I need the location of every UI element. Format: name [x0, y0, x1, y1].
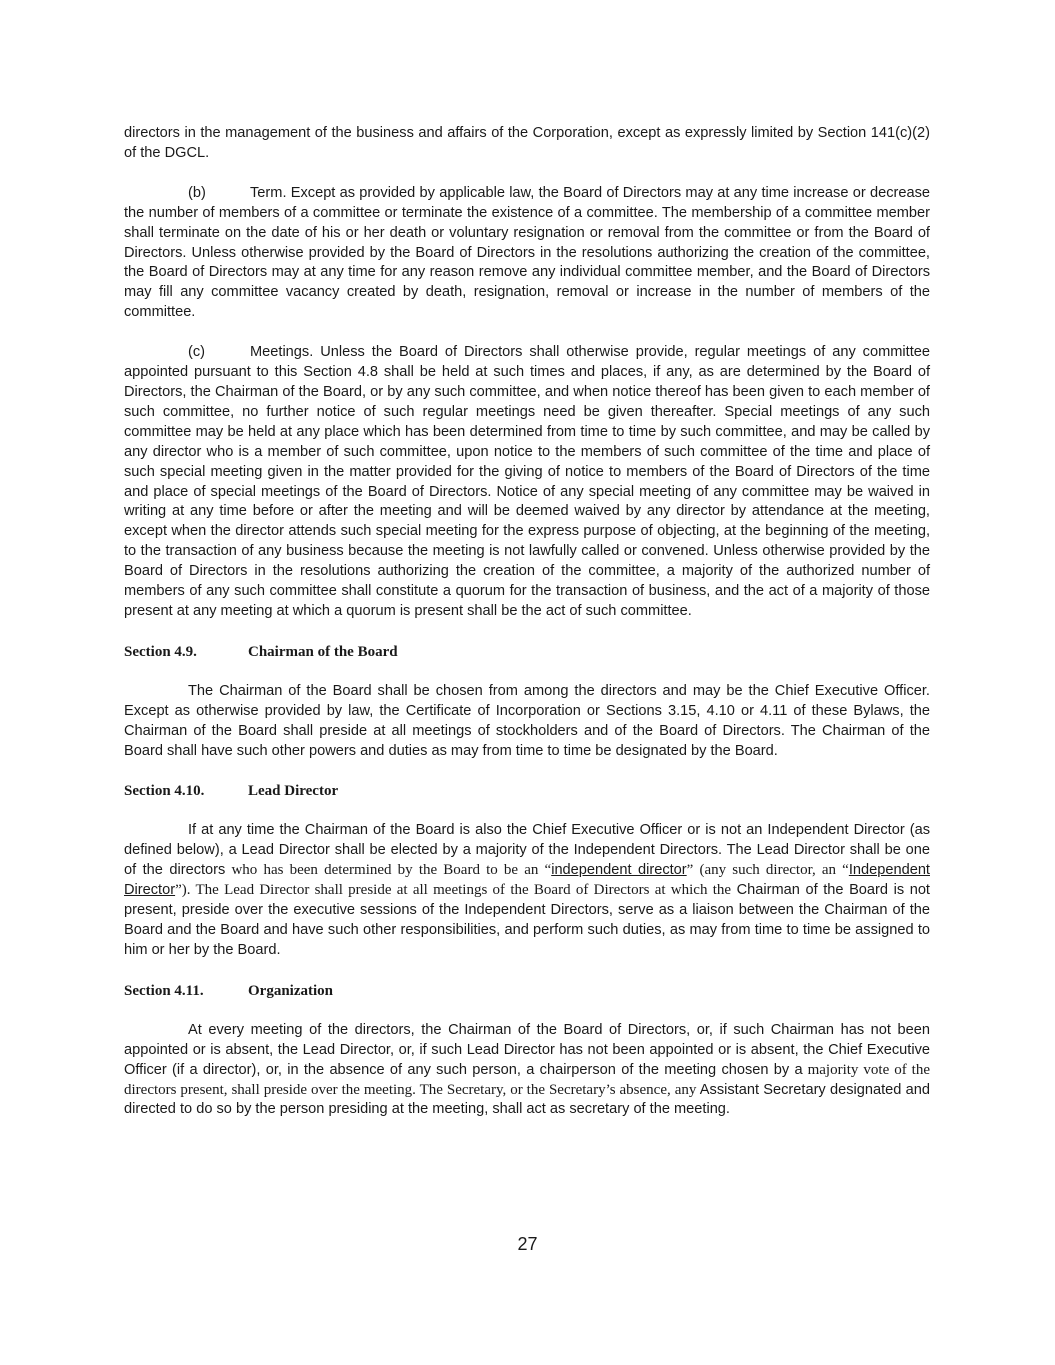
lead-director-text-4: ”). The Lead Director shall preside at all meetings of the Board of Directors at which the: [175, 882, 732, 899]
meetings-label: (c): [188, 344, 206, 361]
section-4-10-text: [124, 821, 930, 960]
section-4-10-heading: [124, 781, 930, 801]
lead-director-text-3: ” (any such director, an “: [686, 862, 849, 879]
lead-director-text-5: Chairman of the Board is not present, preside over the executive sessions of the Independent Directors, serve as a liaison between the Chairman of the Board and the Board and have such other responsibilities, and perform such duties, as may from time to time be assigned to him or her by the Board.: [124, 882, 930, 958]
section-4-9-title: Chairman of the Board: [248, 643, 398, 660]
section-4-9-number: Section 4.9.: [124, 643, 197, 660]
section-4-10-number: Section 4.10.: [124, 783, 205, 800]
section-4-11-text: [124, 1021, 930, 1121]
defined-term-independent-director: Independent Director: [124, 862, 930, 899]
organization-text-2: majority vote of the directors present, shall preside over the meeting. The Secretary, or the Secretary’s absence, any: [124, 1061, 931, 1098]
meetings-title: Meetings: [250, 344, 310, 361]
meetings-text: . Unless the Board of Directors shall otherwise provide, regular meetings of any committee appointed pursuant to this Section 4.8 shall be held at such times and places, if any, as are determined by the Board of Directors, the Chairman of the Board, or by any such committee, and when notice thereof has been given to each member of such committee, no further notice of such regular meetings need be given thereafter. Special meetings of any such committee may be held at any place which has been determined from time to time by such committee, and may be called by any director who is a member of such committee, upon notice to the members of such committee of the time and place of such special meeting given in the matter provided for the giving of notice to members of the Board of Directors of the time and place of special meetings of the Board of Directors. Notice of any special meeting of any committee may be waived in writing at any time before or after the meeting and will be deemed waived by any director by attendance at the meeting, except when the director attends such special meeting for the express purpose of objecting, at the beginning of the meeting, to the transaction of any business because the meeting is not lawfully called or convened. Unless otherwise provided by the Board of Directors in the resolutions authorizing the creation of the committee, a majority of the authorized number of members of any such committee shall constitute a quorum for the transaction of business, and the act of a majority of those present at any meeting at which a quorum is present shall be the act of such committee.: [124, 344, 930, 619]
intro-paragraph: directors in the management of the business and affairs of the Corporation, except as expressly limited by Section 141(c)(2) of the DGCL.: [124, 125, 930, 161]
term-label: (b): [188, 184, 206, 201]
organization-text-1: At every meeting of the directors, the Chairman of the Board of Directors, or, if such Chairman has not been appointed or is absent, the Lead Director, or, if such Lead Director has not been appointed or is absent, the Chief Executive Officer (if a director), or, in the absence of any such person, a chairperson of the meeting chosen by a: [124, 1021, 930, 1078]
section-4-11-title: Organization: [248, 982, 333, 999]
term-text: . Except as provided by applicable law, the Board of Directors may at any time increase or decrease the number of members of a committee or terminate the existence of a committee. The membership of a committee member shall terminate on the date of his or her death or voluntary resignation or removal from the committee or from the Board of Directors. Unless otherwise provided by the Board of Directors in the resolutions authorizing the creation of the committee, the Board of Directors may at any time for any reason remove any individual committee member, and the Board of Directors may fill any committee vacancy created by death, resignation, removal or increase in the number of members of the committee.: [124, 184, 930, 321]
lead-director-text-2: who has been determined by the Board to be an “: [225, 862, 552, 879]
term-paragraph: [124, 184, 930, 323]
lead-director-text-1: If at any time the Chairman of the Board is also the Chief Executive Officer or is not an Independent Director (as defined below), a Lead Director shall be elected by a majority of the Independent Directors. The Lead Director shall be one of the directors: [124, 822, 930, 879]
section-4-11-number: Section 4.11.: [124, 982, 204, 999]
page-number: 27: [517, 1234, 538, 1254]
defined-term-independent-director-lower: independent director: [551, 862, 687, 879]
section-4-9-text: The Chairman of the Board shall be chosen from among the directors and may be the Chief Executive Officer. Except as otherwise provided by law, the Certificate of Incorporation or Sections 3.15, 4.10 or 4.11 of these Bylaws, the Chairman of the Board shall preside at all meetings of stockholders and of the Board of Directors. The Chairman of the Board shall have such other powers and duties as may from time to time be designated by the Board.: [124, 682, 930, 759]
term-title: Term: [250, 184, 283, 201]
section-4-11-heading: [124, 981, 930, 1001]
organization-text-3: Assistant Secretary designated and directed to do so by the person presiding at the meeting, shall act as secretary of the meeting.: [124, 1081, 930, 1118]
section-4-10-title: Lead Director: [248, 783, 339, 800]
section-4-9-heading: [124, 642, 930, 662]
meetings-paragraph: [124, 343, 930, 622]
document-page: [124, 124, 930, 1140]
